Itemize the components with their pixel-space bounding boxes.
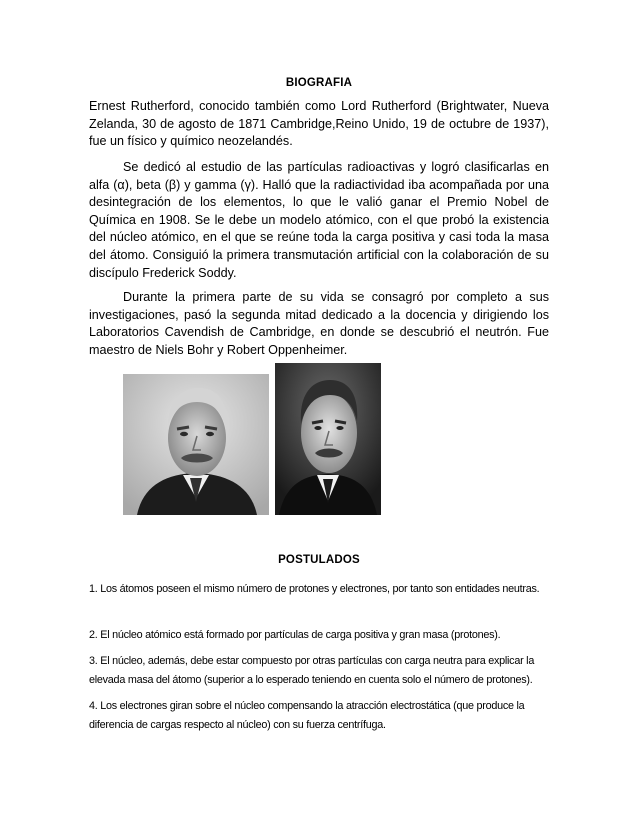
postulado-2: 2. El núcleo atómico está formado por partículas de carga positiva y gran masa (protones). [89,629,501,641]
postulado-4: 4. Los electrones giran sobre el núcleo compensando la atracción electrostática (que produce la diferencia de cargas respecto al núcleo) con su fuerza centrífuga. [89,700,525,731]
biografia-paragraph-1: Ernest Rutherford, conocido también como Lord Rutherford (Brightwater, Nueva Zelanda, 30 de agosto de 1871 Cambridge,Reino Unido, 19 de octubre de 1937), fue un físico y químico neozelandés. [89,99,549,149]
postulados-heading: POSTULADOS [278,554,360,566]
biografia-heading: BIOGRAFIA [285,77,353,89]
rutherford-photo-1 [123,374,269,515]
rutherford-photo-2 [275,363,381,515]
biografia-paragraph-2: Se dedicó al estudio de las partículas radioactivas y logró clasificarlas en alfa (α), beta (β) y gamma (γ). Halló que la radiactividad iba acompañada por una desintegración de los elementos, lo que le valió ganar el Premio Nobel de Química en 1908. Se le debe un modelo atómico, con el que probó la existencia del núcleo atómico, en el que se reúne toda la carga positiva y casi toda la masa del átomo. Consiguió la primera transmutación artificial con la colaboración de su discípulo Frederick Soddy. [89,160,549,280]
postulado-3: 3. El núcleo, además, debe estar compuesto por otras partículas con carga neutra para explicar la elevada masa del átomo (superior a lo esperado teniendo en cuenta solo el número de protones). [89,655,535,686]
postulado-1: 1. Los átomos poseen el mismo número de protones y electrones, por tanto son entidades neutras. [89,583,540,595]
biografia-paragraph-3: Durante la primera parte de su vida se consagró por completo a sus investigaciones, pasó la segunda mitad dedicado a la docencia y dirigiendo los Laboratorios Cavendish de Cambridge, en donde se descubrió el neutrón. Fue maestro de Niels Bohr y Robert Oppenheimer. [89,290,549,357]
